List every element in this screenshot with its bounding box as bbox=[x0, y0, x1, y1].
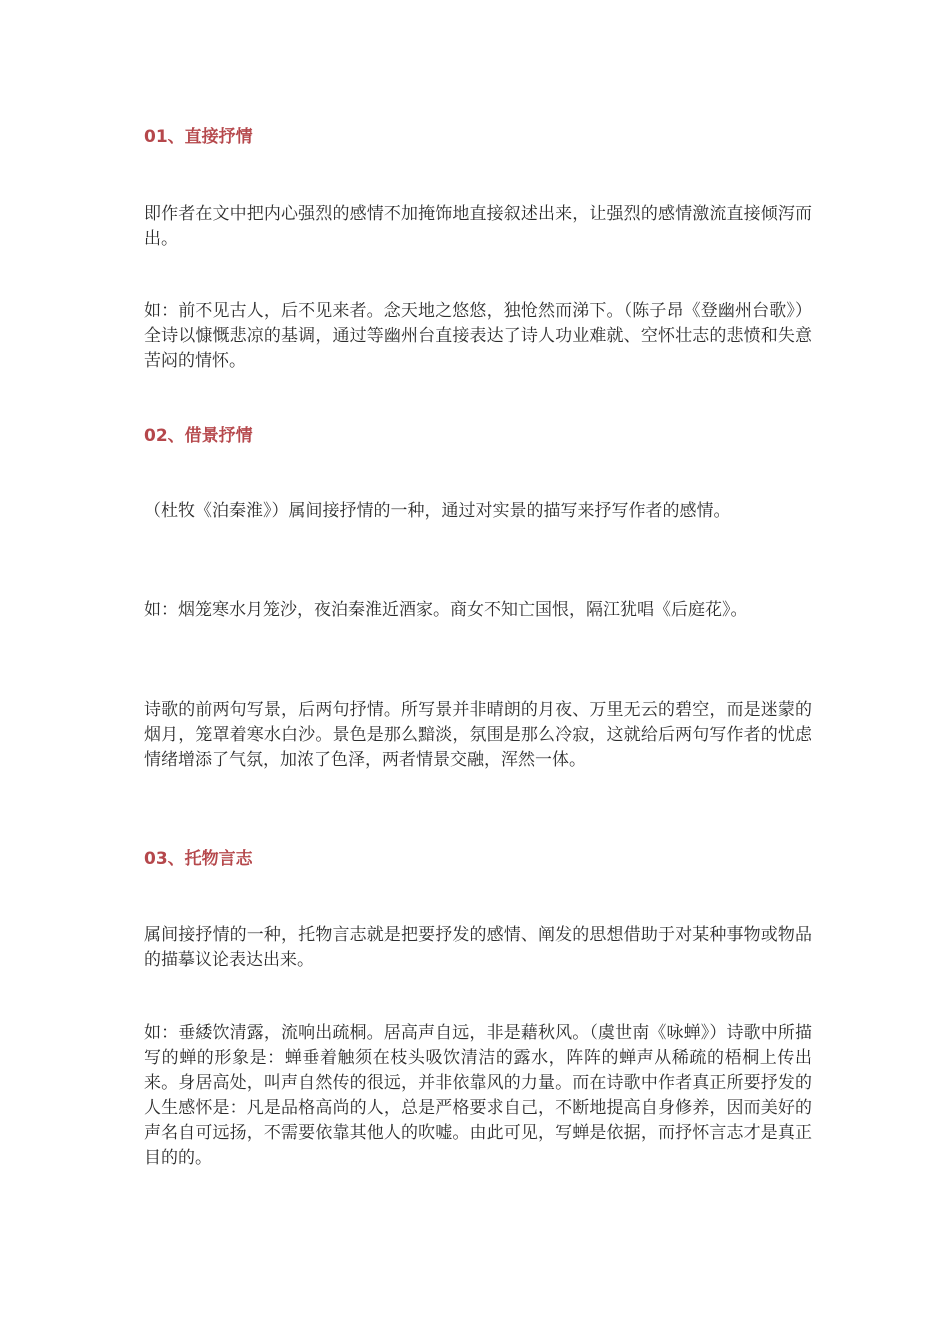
paragraph-example: 如：垂緌饮清露，流响出疏桐。居高声自远，非是藉秋风。（虞世南《咏蝉》）诗歌中所描写的蝉的形象是：蝉垂着触须在枝头吸饮清洁的露水，阵阵的蝉声从稀疏的梧桐上传出来。身居高处，叫声自然传的很远，并非依靠风的力量。而在诗歌中作者真正所要抒发的人生感怀是：凡是品格高尚的人，总是严格要求自己，不断地提高自身修养，因而美好的声名自可远扬，不需要依靠其他人的吹嘘。由此可见，写蝉是依据，而抒怀言志才是真正目的的。 bbox=[144, 1023, 812, 1168]
paragraph-definition: 属间接抒情的一种，托物言志就是把要抒发的感情、阐发的思想借助于对某种事物或物品的描摹议论表达出来。 bbox=[144, 925, 812, 970]
paragraph-example: 如：烟笼寒水月笼沙，夜泊秦淮近酒家。商女不知亡国恨，隔江犹唱《后庭花》。 bbox=[144, 600, 748, 620]
section-heading-object-aspiration: 03、托物言志 bbox=[144, 849, 253, 869]
section-heading-direct-lyric: 01、直接抒情 bbox=[144, 127, 253, 147]
paragraph-definition: （杜牧《泊秦淮》）属间接抒情的一种，通过对实景的描写来抒写作者的感情。 bbox=[144, 501, 731, 521]
section-heading-scenery-lyric: 02、借景抒情 bbox=[144, 426, 253, 446]
paragraph-example: 如：前不见古人，后不见来者。念天地之悠悠，独怆然而涕下。（陈子昂《登幽州台歌》）全诗以慷慨悲凉的基调，通过等幽州台直接表达了诗人功业难就、空怀壮志的悲愤和失意苦闷的情怀。 bbox=[144, 301, 812, 371]
paragraph-analysis: 诗歌的前两句写景，后两句抒情。所写景并非晴朗的月夜、万里无云的碧空，而是迷蒙的烟月，笼罩着寒水白沙。景色是那么黯淡，氛围是那么冷寂，这就给后两句写作者的忧虑情绪增添了气氛，加浓了色泽，两者情景交融，浑然一体。 bbox=[144, 700, 812, 770]
paragraph-definition: 即作者在文中把内心强烈的感情不加掩饰地直接叙述出来，让强烈的感情激流直接倾泻而出。 bbox=[144, 204, 812, 249]
